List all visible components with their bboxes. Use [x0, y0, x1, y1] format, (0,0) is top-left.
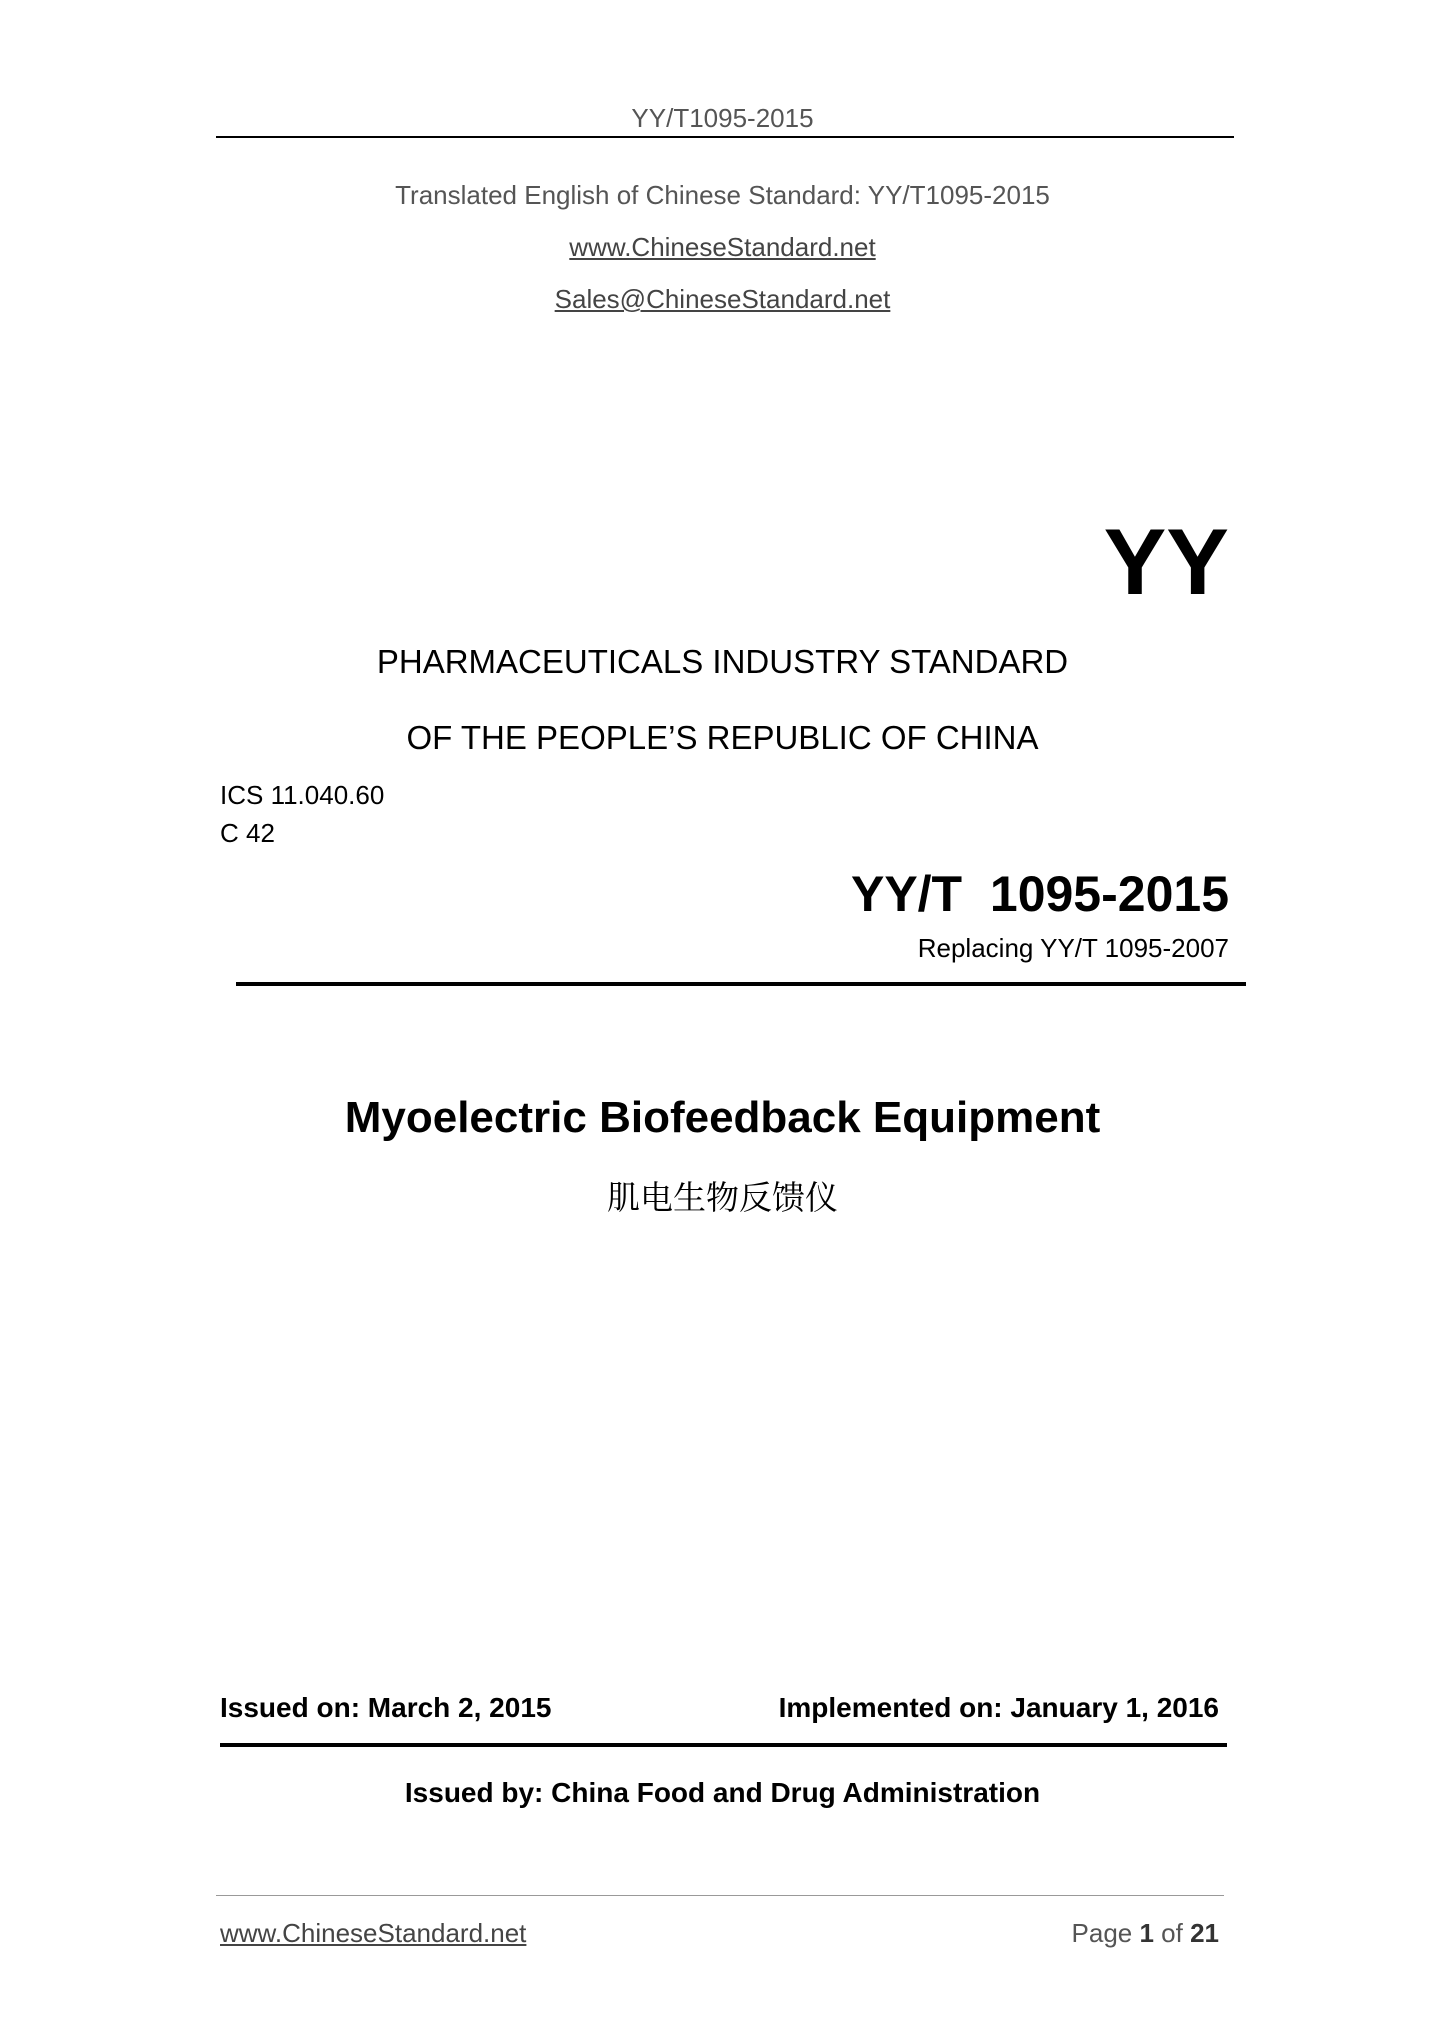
replacing-note: Replacing YY/T 1095-2007 [917, 933, 1229, 963]
page-indicator [1072, 1918, 1219, 1949]
dates-rule [220, 1743, 1227, 1747]
footer-website-link[interactable]: www.ChineseStandard.net [220, 1918, 527, 1948]
translated-line: Translated English of Chinese Standard: YY/T1095-2015 [395, 180, 1050, 210]
chinese-title: 肌电生物反馈仪 [607, 1178, 838, 1217]
header-rule [216, 136, 1234, 138]
standard-number: YY/T 1095-2015 [850, 866, 1229, 922]
issued-date: Issued on: March 2, 2015 [220, 1692, 552, 1723]
ics-code: ICS 11.040.60 [220, 780, 385, 810]
page-word: Page [1071, 1918, 1140, 1948]
standard-rule [236, 982, 1246, 986]
ccs-code: C 42 [220, 818, 275, 848]
industry-line-1: PHARMACEUTICALS INDUSTRY STANDARD [376, 643, 1069, 680]
footer-rule [216, 1895, 1224, 1896]
website-link-wrap [0, 232, 1445, 263]
footer-website-wrap [220, 1918, 526, 1949]
email-link[interactable]: Sales@ChineseStandard.net [554, 284, 891, 314]
running-header: YY/T1095-2015 [631, 103, 814, 133]
page-of: of [1153, 1918, 1191, 1948]
email-link-wrap [0, 284, 1445, 315]
code-mark: YY [1103, 509, 1229, 614]
issuer: Issued by: China Food and Drug Administration [404, 1777, 1041, 1808]
industry-line-2: OF THE PEOPLE’S REPUBLIC OF CHINA [406, 719, 1039, 756]
page-current: 1 [1139, 1918, 1154, 1948]
page-total: 21 [1190, 1918, 1219, 1948]
english-title: Myoelectric Biofeedback Equipment [344, 1093, 1101, 1142]
website-link[interactable]: www.ChineseStandard.net [569, 232, 876, 262]
implemented-date: Implemented on: January 1, 2016 [778, 1692, 1219, 1723]
